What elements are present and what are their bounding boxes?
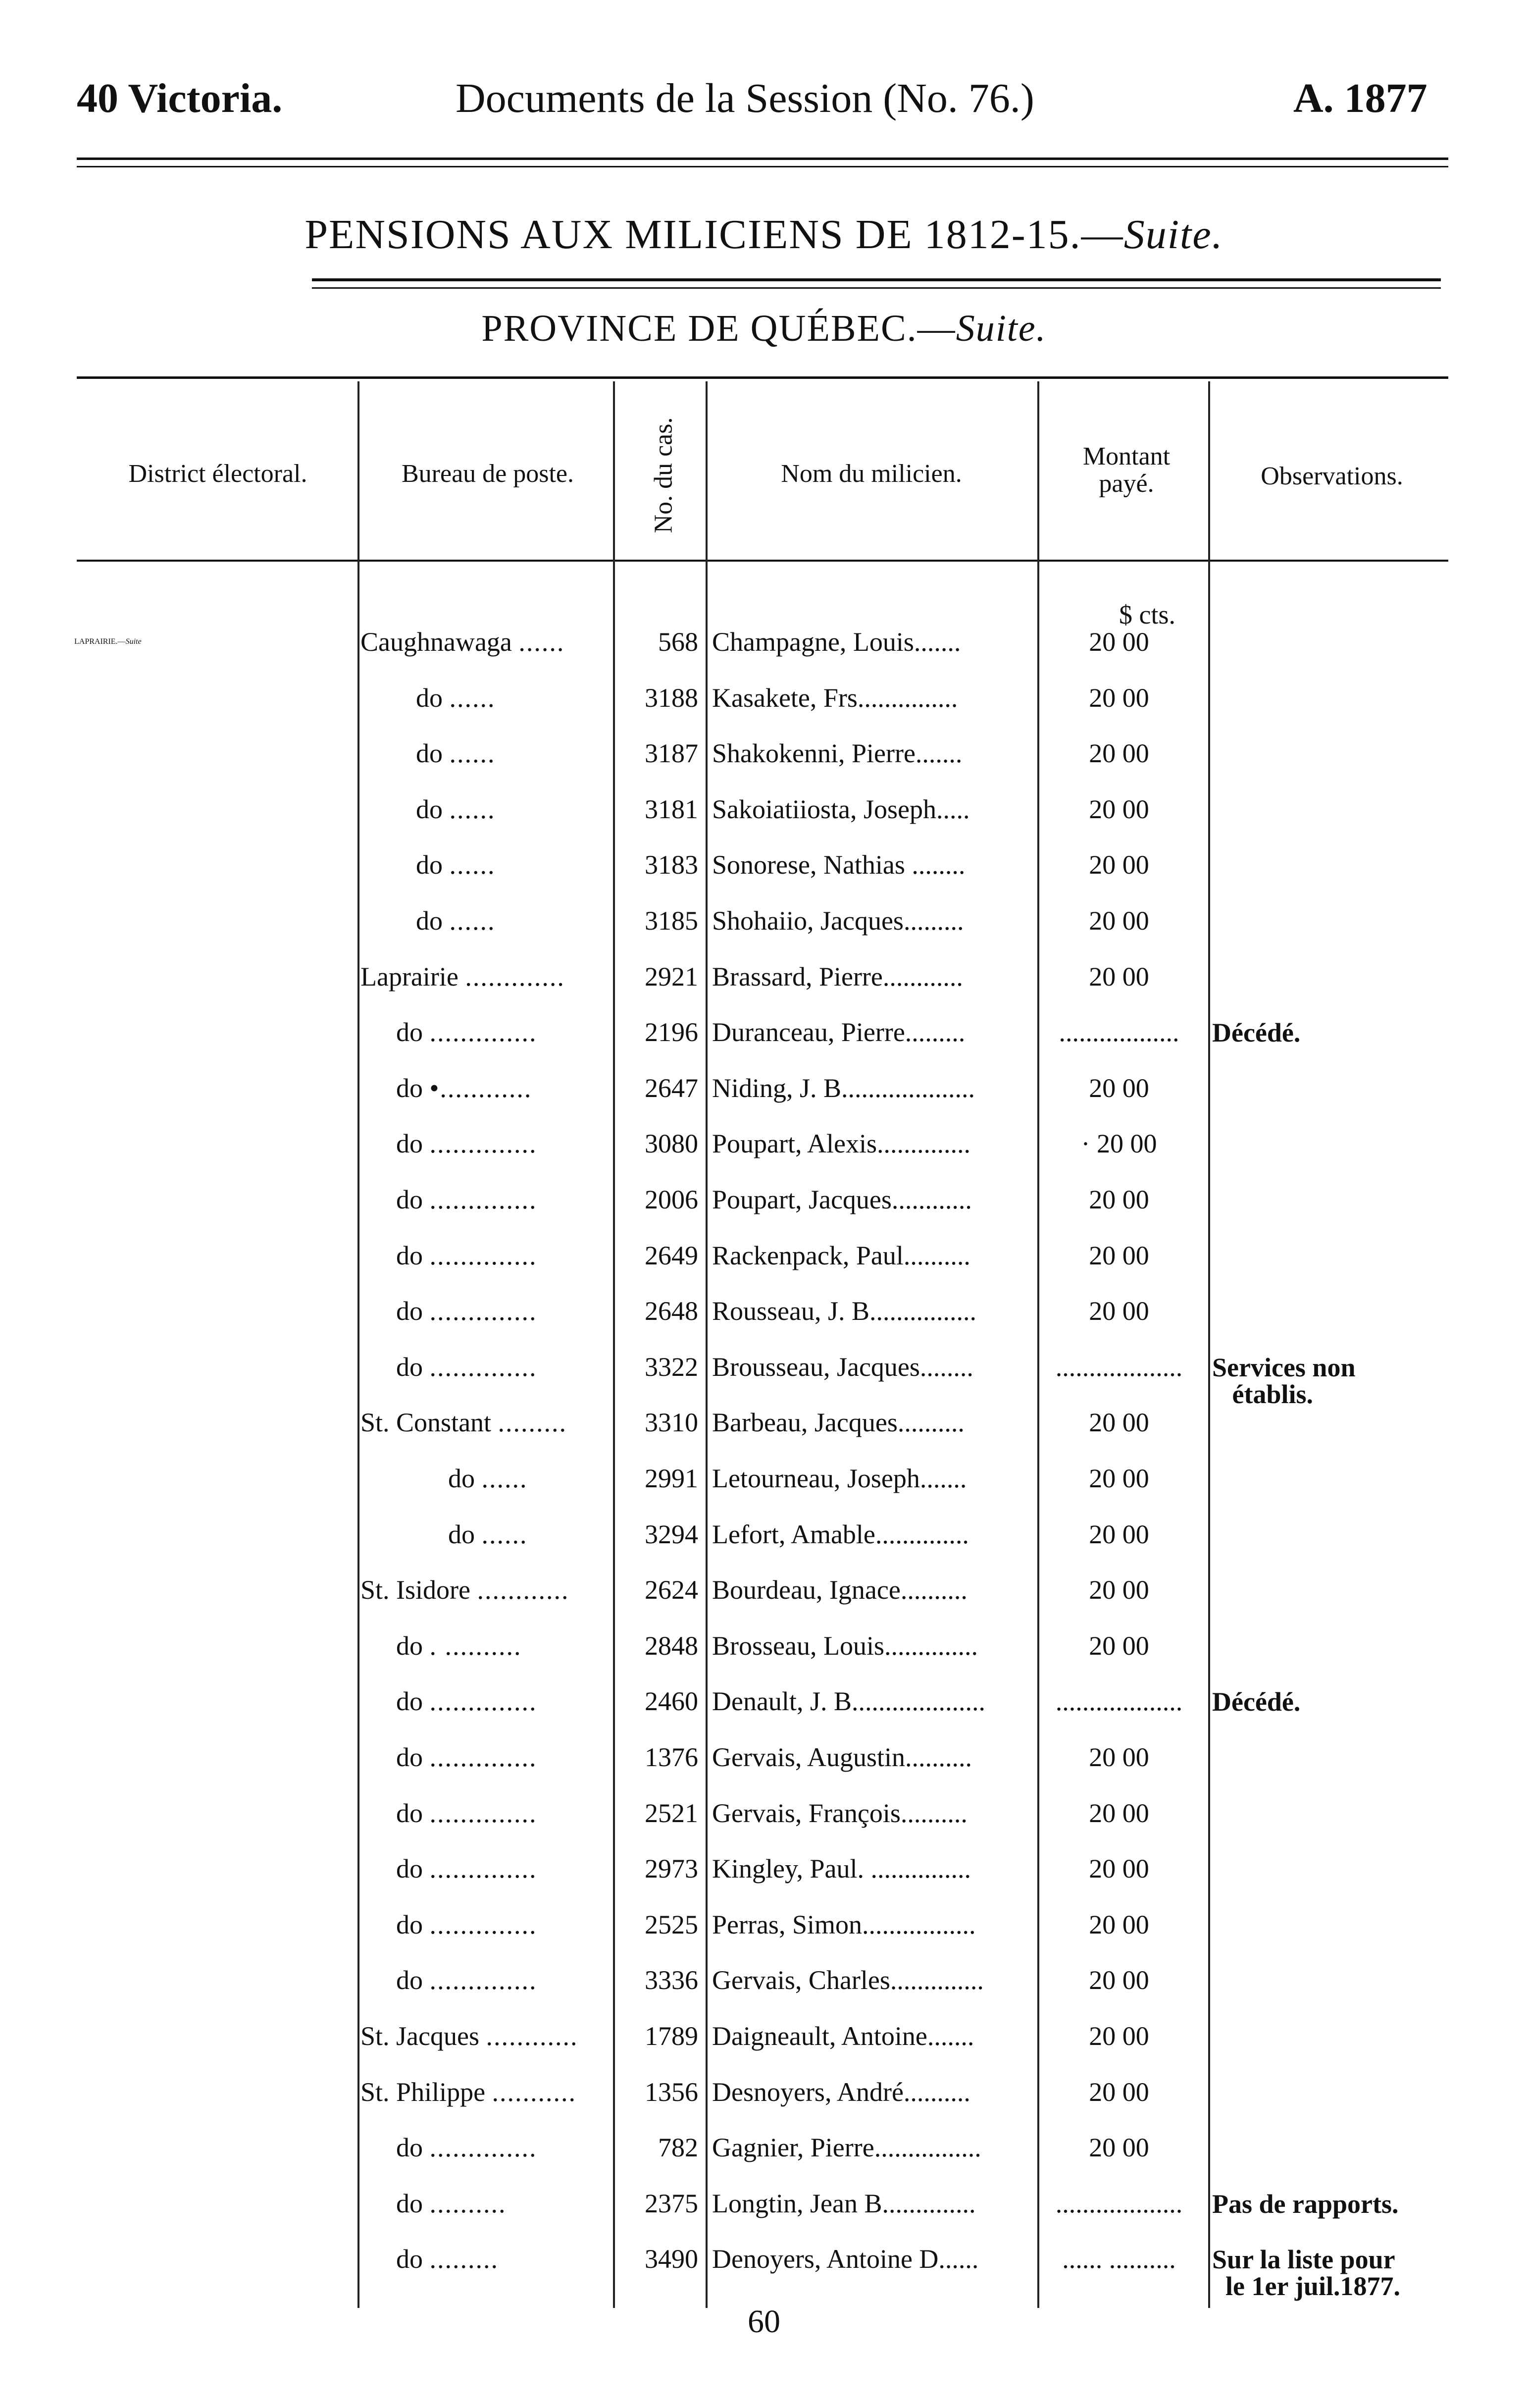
militia-name: Letourneau, Joseph.......: [712, 1464, 967, 1493]
bureau-cell: [396, 1339, 644, 1395]
bureau-name: do: [416, 738, 443, 769]
bureau-cell: [396, 1618, 644, 1674]
amount-paid: 20 00: [1089, 1854, 1149, 1884]
leader-dots: ..............: [429, 1686, 537, 1717]
case-number: 2521: [645, 1798, 698, 1828]
bureau-cell: [360, 614, 608, 670]
case-number: 2991: [645, 1464, 698, 1493]
case-number: 2921: [645, 961, 698, 992]
bureau-name: St. Jacques: [360, 2021, 479, 2051]
bureau-name: do: [416, 850, 443, 880]
observation: Décédé.: [1212, 1687, 1301, 1717]
militia-name: Rousseau, J. B................: [712, 1296, 977, 1326]
amount-paid: ...................: [1055, 1686, 1183, 1717]
bureau-cell: [396, 1897, 644, 1952]
militia-name: Poupart, Jacques............: [712, 1185, 972, 1214]
militia-name: Niding, J. B....................: [712, 1073, 975, 1103]
leader-dots: . ..........: [429, 1630, 522, 1661]
militia-name: Bourdeau, Ignace..........: [712, 1575, 968, 1605]
header-center: Documents de la Session (No. 76.): [456, 75, 1034, 121]
amount-paid: 20 00: [1089, 682, 1149, 713]
militia-name: Brassard, Pierre............: [712, 961, 963, 992]
militia-name: Poupart, Alexis..............: [712, 1129, 970, 1159]
case-number: 2375: [645, 2188, 698, 2218]
case-number: 2648: [645, 1296, 698, 1326]
militia-name: Lefort, Amable..............: [712, 1519, 969, 1549]
amount-paid: 20 00: [1089, 738, 1149, 769]
observation: Sur la liste pour le 1er juil.1877.: [1212, 2245, 1400, 2302]
bureau-cell: [396, 1952, 644, 2008]
table-row: [0, 1897, 1528, 1952]
leader-dots: .............: [465, 961, 565, 992]
militia-name: Gervais, François..........: [712, 1798, 968, 1828]
table-row: [0, 1618, 1528, 1674]
amount-paid: 20 00: [1089, 2021, 1149, 2051]
amount-paid: 20 00: [1089, 1965, 1149, 1995]
case-number: 782: [658, 2133, 698, 2163]
leader-dots: ............: [477, 1575, 569, 1605]
header-bottom-rule: [77, 560, 1448, 562]
militia-name: Gagnier, Pierre................: [712, 2133, 981, 2163]
militia-name: Gervais, Charles..............: [712, 1965, 984, 1995]
bureau-name: do: [396, 1854, 423, 1884]
amount-paid: ...................: [1055, 1352, 1183, 1382]
bureau-name: do: [396, 1017, 423, 1047]
militia-name: Kasakete, Frs...............: [712, 682, 958, 713]
table-row: [0, 949, 1528, 1004]
leader-dots: ............: [486, 2021, 578, 2051]
bureau-cell: [360, 1395, 608, 1450]
column-header-name: Nom du milicien.: [781, 460, 962, 488]
bureau-cell: [360, 2008, 608, 2064]
table-top-rule: [77, 376, 1448, 379]
observation: Décédé.: [1212, 1018, 1301, 1048]
sub-title: PROVINCE DE QUÉBEC.—Suite.: [481, 308, 1047, 349]
leader-dots: ..............: [429, 1965, 537, 1995]
bureau-name: St. Constant: [360, 1408, 492, 1438]
leader-dots: ..............: [429, 1742, 537, 1772]
title-rule-bottom: [312, 287, 1441, 289]
leader-dots: ......: [449, 682, 496, 713]
amount-paid: ..................: [1059, 1017, 1179, 1047]
bureau-name: do: [396, 1352, 423, 1382]
bureau-cell: [396, 1674, 644, 1729]
bureau-name: do: [396, 2188, 423, 2218]
bureau-name: do: [396, 1909, 423, 1939]
bureau-cell: [360, 949, 608, 1004]
bureau-cell: [396, 1283, 644, 1339]
leader-dots: •............: [429, 1073, 532, 1103]
bureau-name: do: [396, 2133, 423, 2163]
bureau-cell: [396, 1116, 644, 1171]
militia-name: Perras, Simon.................: [712, 1909, 976, 1939]
leader-dots: ..............: [429, 1854, 537, 1884]
bureau-cell: [396, 1172, 644, 1227]
militia-name: Brosseau, Louis..............: [712, 1630, 978, 1661]
case-number: 2525: [645, 1909, 698, 1939]
militia-name: Rackenpack, Paul..........: [712, 1240, 970, 1270]
case-number: 3336: [645, 1965, 698, 1995]
amount-paid: 20 00: [1089, 961, 1149, 992]
case-number: 3310: [645, 1408, 698, 1438]
table-row: [0, 1562, 1528, 1618]
militia-name: Gervais, Augustin..........: [712, 1742, 972, 1772]
militia-name: Desnoyers, André..........: [712, 2077, 970, 2107]
header-right: A. 1877: [1293, 75, 1427, 121]
table-row: [0, 1785, 1528, 1841]
bureau-name: do: [396, 1240, 423, 1270]
bureau-name: Laprairie: [360, 961, 458, 992]
bureau-name: do: [396, 1185, 423, 1214]
militia-name: Brousseau, Jacques........: [712, 1352, 973, 1382]
bureau-cell: [396, 1228, 644, 1283]
militia-name: Duranceau, Pierre.........: [712, 1017, 966, 1047]
table-row: [0, 1395, 1528, 1450]
title-rule-top: [312, 278, 1441, 281]
bureau-name: do: [416, 906, 443, 936]
bureau-name: do: [396, 1798, 423, 1828]
leader-dots: ......: [481, 1464, 528, 1493]
amount-paid: 20 00: [1089, 794, 1149, 824]
bureau-cell: [396, 2176, 644, 2231]
bureau-name: do: [396, 1686, 423, 1717]
case-number: 3490: [645, 2244, 698, 2274]
table-row: [0, 1172, 1528, 1227]
militia-name: Sonorese, Nathias ........: [712, 850, 966, 880]
case-number: 3187: [645, 738, 698, 769]
column-header-district: District électoral.: [128, 460, 307, 488]
case-number: 3183: [645, 850, 698, 880]
amount-paid: 20 00: [1089, 1575, 1149, 1605]
bureau-cell: [360, 2064, 608, 2120]
leader-dots: ......: [449, 850, 496, 880]
table-row: [0, 2176, 1528, 2231]
leader-dots: ..............: [429, 1352, 537, 1382]
table-row: [0, 2008, 1528, 2064]
case-number: 3294: [645, 1519, 698, 1549]
bureau-cell: [396, 2120, 644, 2175]
case-number: 3185: [645, 906, 698, 936]
leader-dots: ..............: [429, 1798, 537, 1828]
column-header-observations: Observations.: [1261, 462, 1403, 490]
leader-dots: ..............: [429, 1240, 537, 1270]
bureau-cell: [396, 2231, 644, 2287]
table-row: [0, 893, 1528, 948]
case-number: 2006: [645, 1185, 698, 1214]
leader-dots: ......: [449, 906, 496, 936]
case-number: 3181: [645, 794, 698, 824]
montant-header-line2: payé.: [1099, 469, 1154, 498]
amount-paid: 20 00: [1089, 1742, 1149, 1772]
bureau-name: do: [396, 1742, 423, 1772]
bureau-name: do: [396, 2244, 423, 2274]
case-number: 3322: [645, 1352, 698, 1382]
amount-paid: 20 00: [1089, 627, 1149, 657]
leader-dots: ..............: [429, 1185, 537, 1214]
table-row: [0, 1116, 1528, 1171]
amount-paid: 20 00: [1089, 1798, 1149, 1828]
leader-dots: ......: [481, 1519, 528, 1549]
bureau-cell: [396, 1785, 644, 1841]
table-row: [0, 2064, 1528, 2120]
militia-name: Daigneault, Antoine.......: [712, 2021, 974, 2051]
militia-name: Longtin, Jean B..............: [712, 2188, 976, 2218]
bureau-cell: [396, 1004, 644, 1060]
table-row: [0, 2120, 1528, 2175]
leader-dots: ......: [518, 627, 565, 657]
militia-name: Kingley, Paul. ...............: [712, 1854, 971, 1884]
case-number: 1376: [645, 1742, 698, 1772]
case-number: 1356: [645, 2077, 698, 2107]
bureau-name: do: [396, 1129, 423, 1159]
table-row: [0, 1060, 1528, 1116]
amount-paid: 20 00: [1089, 1073, 1149, 1103]
amount-paid: 20 00: [1089, 1630, 1149, 1661]
bureau-name: do: [396, 1965, 423, 1995]
leader-dots: ..............: [429, 2133, 537, 2163]
case-number: 3188: [645, 682, 698, 713]
amount-paid: ...... ..........: [1062, 2244, 1176, 2274]
observation: Pas de rapports.: [1212, 2189, 1399, 2219]
table-row: [0, 1283, 1528, 1339]
case-number: 2460: [645, 1686, 698, 1717]
amount-paid: 20 00: [1089, 1185, 1149, 1214]
militia-name: Shohaiio, Jacques.........: [712, 906, 964, 936]
militia-name: Denault, J. B....................: [712, 1686, 985, 1717]
bureau-name: do: [416, 794, 443, 824]
amount-paid: 20 00: [1089, 1464, 1149, 1493]
district-name: LAPRAIRIE.—Suite: [74, 637, 142, 646]
leader-dots: ...........: [492, 2077, 577, 2107]
militia-name: Champagne, Louis.......: [712, 627, 961, 657]
case-number: 2973: [645, 1854, 698, 1884]
bureau-name: do: [448, 1464, 475, 1493]
amount-paid: 20 00: [1089, 906, 1149, 936]
table-row: [0, 1339, 1528, 1409]
montant-header-line1: Montant: [1082, 442, 1171, 471]
militia-name: Shakokenni, Pierre.......: [712, 738, 963, 769]
page-number: 60: [748, 2303, 780, 2340]
case-number: 1789: [645, 2021, 698, 2051]
header-rule-top: [77, 157, 1448, 160]
leader-dots: ......: [449, 738, 496, 769]
column-header-bureau: Bureau de poste.: [401, 460, 574, 488]
leader-dots: .........: [429, 2244, 499, 2274]
bureau-name: do: [416, 682, 443, 713]
leader-dots: ......: [449, 794, 496, 824]
militia-name: Sakoiatiiosta, Joseph.....: [712, 794, 970, 824]
table-row: [0, 2231, 1528, 2302]
table-row: [0, 614, 1528, 670]
case-number: 2649: [645, 1240, 698, 1270]
table-row: [0, 1507, 1528, 1562]
table-row: [0, 1674, 1528, 1729]
bureau-cell: [360, 1562, 608, 1618]
table-row: [0, 1228, 1528, 1283]
case-number: 2624: [645, 1575, 698, 1605]
table-row: [0, 726, 1528, 781]
currency-header: $ cts.: [1119, 600, 1175, 629]
table-row: [0, 1841, 1528, 1896]
bureau-cell: [396, 1841, 644, 1896]
bureau-cell: [396, 1060, 644, 1116]
amount-paid: 20 00: [1089, 1408, 1149, 1438]
militia-name: Barbeau, Jacques..........: [712, 1408, 965, 1438]
militia-name: Denoyers, Antoine D......: [712, 2244, 979, 2274]
table-row: [0, 1729, 1528, 1785]
amount-paid: 20 00: [1089, 2133, 1149, 2163]
case-number: 2196: [645, 1017, 698, 1047]
amount-paid: · 20 00: [1081, 1129, 1157, 1159]
column-header-case: No. du cas.: [649, 417, 678, 533]
bureau-cell: [396, 1729, 644, 1785]
bureau-name: St. Isidore: [360, 1575, 470, 1605]
main-title: PENSIONS AUX MILICIENS DE 1812-15.—Suite.: [305, 211, 1223, 258]
amount-paid: 20 00: [1089, 1519, 1149, 1549]
bureau-name: do: [396, 1073, 423, 1103]
bureau-name: St. Philippe: [360, 2077, 486, 2107]
header-rule-bottom: [77, 166, 1448, 167]
bureau-name: do: [396, 1630, 423, 1661]
amount-paid: ...................: [1055, 2188, 1183, 2218]
case-number: 2848: [645, 1630, 698, 1661]
amount-paid: 20 00: [1089, 1296, 1149, 1326]
leader-dots: ..............: [429, 1017, 537, 1047]
table-row: [0, 670, 1528, 726]
case-number: 2647: [645, 1073, 698, 1103]
table-row: [0, 782, 1528, 837]
amount-paid: 20 00: [1089, 1240, 1149, 1270]
leader-dots: ..............: [429, 1129, 537, 1159]
amount-paid: 20 00: [1089, 1909, 1149, 1939]
case-number: 568: [658, 627, 698, 657]
leader-dots: .........: [498, 1408, 567, 1438]
bureau-name: do: [396, 1296, 423, 1326]
header-left: 40 Victoria.: [77, 75, 283, 121]
leader-dots: ..............: [429, 1909, 537, 1939]
table-row: [0, 1004, 1528, 1060]
table-row: [0, 1451, 1528, 1506]
bureau-name: do: [448, 1519, 475, 1549]
leader-dots: ..............: [429, 1296, 537, 1326]
amount-paid: 20 00: [1089, 850, 1149, 880]
table-row: [0, 837, 1528, 892]
amount-paid: 20 00: [1089, 2077, 1149, 2107]
column-header-montant: [1042, 443, 1211, 497]
bureau-name: Caughnawaga: [360, 627, 512, 657]
case-number: 3080: [645, 1129, 698, 1159]
table-row: [0, 1952, 1528, 2008]
observation: Services non établis.: [1212, 1352, 1356, 1409]
leader-dots: ..........: [429, 2188, 507, 2218]
